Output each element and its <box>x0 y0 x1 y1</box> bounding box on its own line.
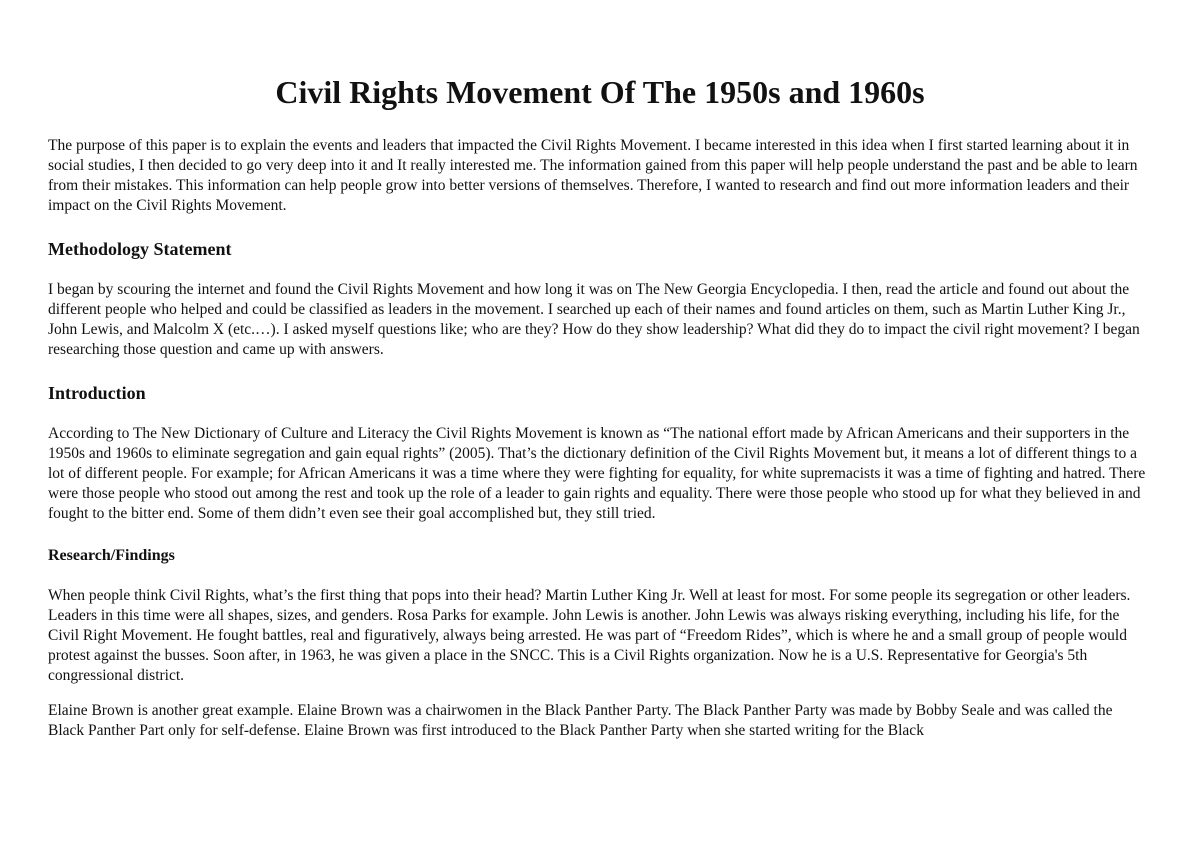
research-paragraph-1: When people think Civil Rights, what’s the first thing that pops into their head? Martin Luther King Jr. Well at least for most. For some people its segregation or other leaders. Leaders in this time were all shapes, sizes, and genders. Rosa Parks for example. John Lewis is another. John Lewis was always risking everything, including his life, for the Civil Right Movement. He fought battles, real and figuratively, always being arrested. He was part of “Freedom Rides”, which is where he and a small group of people would protest against the busses. Soon after, in 1963, he was given a place in the SNCC. This is a Civil Rights organization. Now he is a U.S. Representative for Georgia's 5th congressional district. <box>48 587 1131 684</box>
spacer <box>48 524 1152 545</box>
spacer <box>48 567 1152 586</box>
methodology-paragraph: I began by scouring the internet and found the Civil Rights Movement and how long it was on The New Georgia Encyclopedia. I then, read the article and found out about the different people who helped and could be classified as leaders in the movement. I searched up each of their names and found articles on them, such as Martin Luther King Jr., John Lewis, and Malcolm X (etc.…). I asked myself questions like; who are they? How do they show leadership? What did they do to impact the civil right movement? I began researching those question and came up with answers. <box>48 281 1140 358</box>
spacer <box>48 686 1152 701</box>
introduction-paragraph: According to The New Dictionary of Culture and Literacy the Civil Rights Movement is known as “The national effort made by African Americans and their supporters in the 1950s and 1960s to eliminate segregation and gain equal rights” (2005). That’s the dictionary definition of the Civil Rights Movement but, it means a lot of different things to a lot of different people. For example; for African Americans it was a time where they were fighting for equality, for white supremacists it was a time of fighting and hatred. There were those people who stood out among the rest and took up the role of a leader to gain rights and equality. There were those people who stood up for what they believed in and fought to the bitter end. Some of them didn’t even see their goal accomplished but, they still tried. <box>48 425 1146 522</box>
intro-paragraph: The purpose of this paper is to explain the events and leaders that impacted the Civil Rights Movement. I became interested in this idea when I first started learning about it in social studies, I then decided to go very deep into it and It really interested me. The information gained from this paper will help people understand the past and be able to learn from their mistakes. This information can help people grow into better versions of themselves. Therefore, I wanted to research and find out more information leaders and their impact on the Civil Rights Movement. <box>48 137 1138 214</box>
page-title: Civil Rights Movement Of The 1950s and 1960s <box>275 74 925 110</box>
research-paragraph-2: Elaine Brown is another great example. Elaine Brown was a chairwomen in the Black Panther Party. The Black Panther Party was made by Bobby Seale and was called the Black Panther Part only for self-defense. Elaine Brown was first introduced to the Black Panther Party when she started writing for the Black <box>48 702 1113 739</box>
spacer <box>48 216 1152 237</box>
spacer <box>48 405 1152 424</box>
section-heading-research: Research/Findings <box>48 547 175 564</box>
section-heading-methodology: Methodology Statement <box>48 239 232 259</box>
section-heading-introduction: Introduction <box>48 383 146 403</box>
spacer <box>48 360 1152 381</box>
spacer <box>48 261 1152 280</box>
